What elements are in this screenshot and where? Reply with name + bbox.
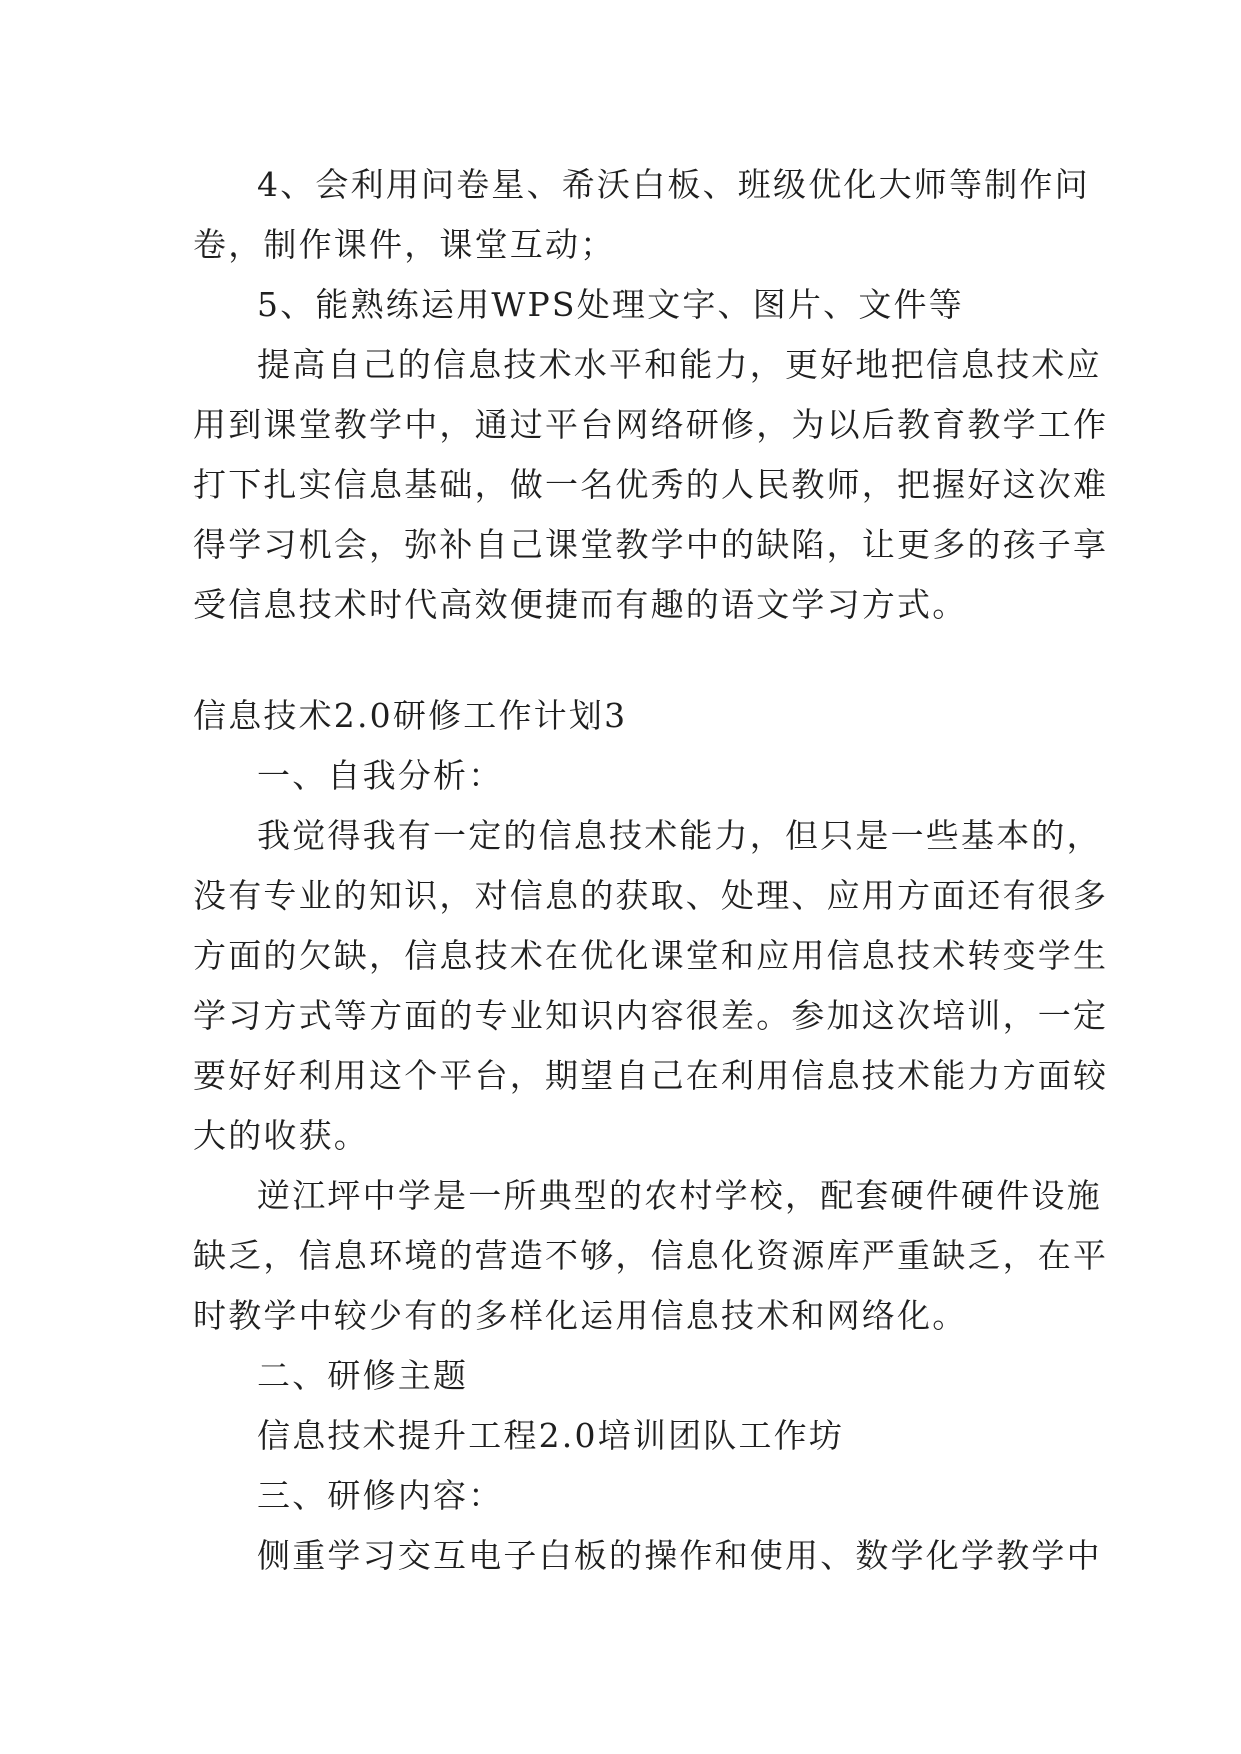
heading-self-analysis: 一、自我分析： [257, 756, 504, 795]
paragraph-self-analysis-line: 方面的欠缺，信息技术在优化课堂和应用信息技术转变学生 [193, 936, 1109, 975]
paragraph-self-analysis: 我觉得我有一定的信息技术能力，但只是一些基本的， [257, 816, 1102, 855]
paragraph-research-content: 侧重学习交互电子白板的操作和使用、数学化学教学中 [257, 1536, 1102, 1575]
paragraph-self-analysis-line: 大的收获。 [193, 1116, 369, 1155]
paragraph-goal-line: 打下扎实信息基础，做一名优秀的人民教师，把握好这次难 [193, 465, 1109, 504]
list-item-5: 5、能熟练运用WPS处理文字、图片、文件等 [257, 285, 964, 324]
paragraph-goal: 提高自己的信息技术水平和能力，更好地把信息技术应 [257, 345, 1102, 384]
section-title: 信息技术2.0研修工作计划3 [193, 696, 628, 735]
paragraph-self-analysis-line: 要好好利用这个平台，期望自己在利用信息技术能力方面较 [193, 1056, 1109, 1095]
paragraph-research-theme: 信息技术提升工程2.0培训团队工作坊 [257, 1416, 845, 1455]
paragraph-school: 逆江坪中学是一所典型的农村学校，配套硬件硬件设施 [257, 1176, 1102, 1215]
list-item-4: 4、会利用问卷星、希沃白板、班级优化大师等制作问 [257, 165, 1090, 204]
list-item-4-continued: 卷，制作课件，课堂互动； [193, 225, 616, 264]
paragraph-school-line: 缺乏，信息环境的营造不够，信息化资源库严重缺乏，在平 [193, 1236, 1109, 1275]
heading-research-content: 三、研修内容： [257, 1476, 504, 1515]
paragraph-goal-line: 受信息技术时代高效便捷而有趣的语文学习方式。 [193, 585, 968, 624]
document-body [193, 155, 1109, 1586]
heading-research-theme: 二、研修主题 [257, 1356, 469, 1395]
paragraph-school-line: 时教学中较少有的多样化运用信息技术和网络化。 [193, 1296, 968, 1335]
paragraph-self-analysis-line: 没有专业的知识，对信息的获取、处理、应用方面还有很多 [193, 876, 1109, 915]
paragraph-self-analysis-line: 学习方式等方面的专业知识内容很差。参加这次培训，一定 [193, 996, 1109, 1035]
paragraph-goal-line: 用到课堂教学中，通过平台网络研修，为以后教育教学工作 [193, 405, 1109, 444]
paragraph-goal-line: 得学习机会，弥补自己课堂教学中的缺陷，让更多的孩子享 [193, 525, 1109, 564]
